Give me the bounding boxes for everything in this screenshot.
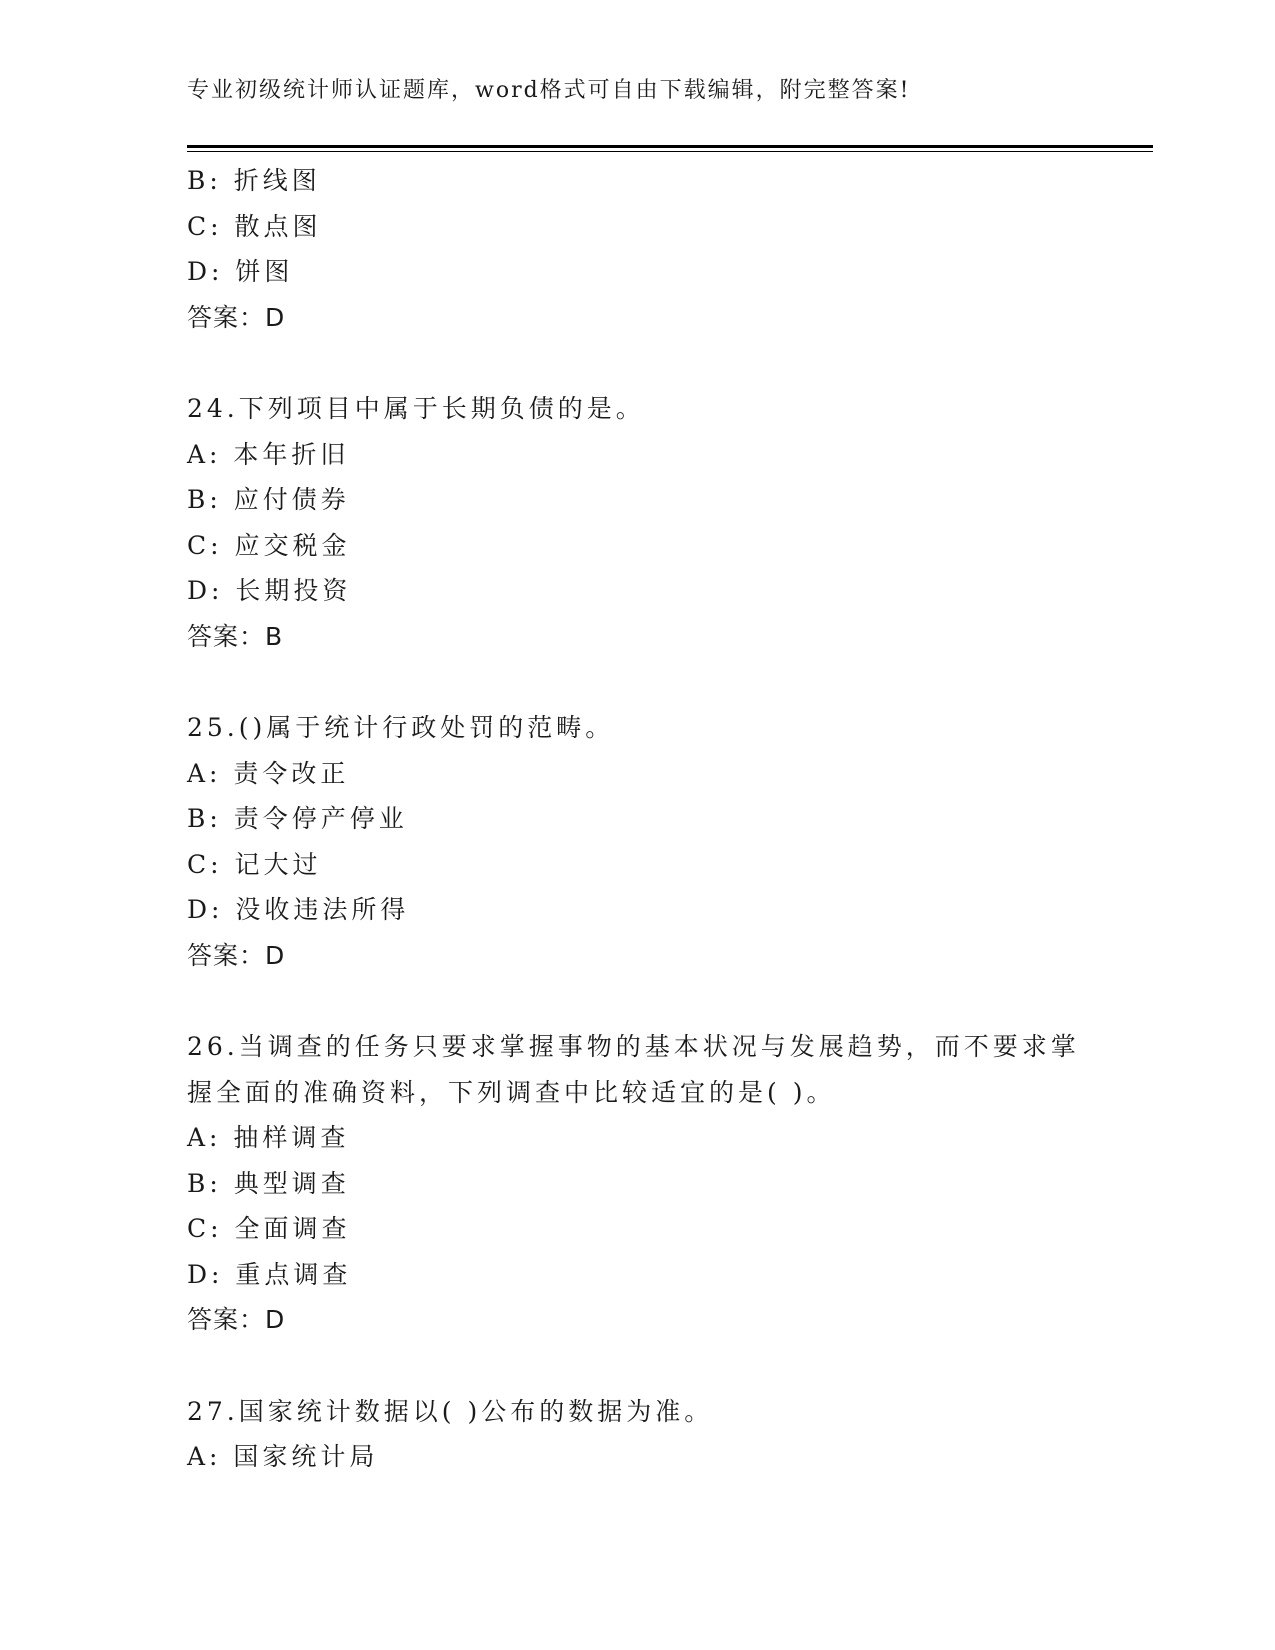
question-23-continued — [187, 158, 1117, 340]
question-24 — [187, 386, 1117, 659]
option-a: A: 国家统计局 — [187, 1442, 379, 1471]
answer-line: 答案：B — [187, 621, 284, 651]
option-c: C: 记大过 — [187, 849, 322, 879]
answer-line: 答案：D — [187, 940, 286, 970]
option-c: C: 全面调查 — [187, 1214, 351, 1243]
question-list — [187, 158, 1117, 1480]
question-stem: 27.国家统计数据以( )公布的数据为准。 — [187, 1396, 714, 1426]
option-c: C: 应交税金 — [187, 530, 351, 560]
option-a: A: 责令改正 — [187, 758, 350, 788]
option-a: A: 本年折旧 — [187, 439, 350, 469]
header-divider-thin — [187, 151, 1153, 152]
header-divider-thick — [187, 145, 1153, 148]
page-header: 专业初级统计师认证题库，word格式可自由下载编辑，附完整答案! — [187, 78, 911, 103]
option-b: B: 典型调查 — [187, 1168, 350, 1198]
question-stem-line-1: 26.当调查的任务只要求掌握事物的基本状况与发展趋势，而不要求掌 — [187, 1032, 1080, 1061]
option-b: B: 折线图 — [187, 166, 321, 195]
answer-line: 答案：D — [187, 302, 286, 332]
question-25 — [187, 705, 1117, 978]
question-stem-line-2: 握全面的准确资料，下列调查中比较适宜的是( )。 — [187, 1077, 836, 1107]
answer-line: 答案：D — [187, 1305, 286, 1334]
question-27 — [187, 1389, 1117, 1480]
option-c: C: 散点图 — [187, 211, 322, 241]
option-d: D: 重点调查 — [187, 1259, 352, 1289]
option-d: D: 饼图 — [187, 257, 294, 286]
option-b: B: 责令停产停业 — [187, 804, 408, 833]
question-26 — [187, 1024, 1117, 1343]
option-d: D: 长期投资 — [187, 576, 352, 605]
question-stem: 25.()属于统计行政处罚的范畴。 — [187, 713, 615, 742]
option-b: B: 应付债券 — [187, 485, 350, 514]
option-d: D: 没收违法所得 — [187, 895, 410, 924]
question-stem: 24.下列项目中属于长期负债的是。 — [187, 394, 645, 423]
option-a: A: 抽样调查 — [187, 1123, 350, 1152]
